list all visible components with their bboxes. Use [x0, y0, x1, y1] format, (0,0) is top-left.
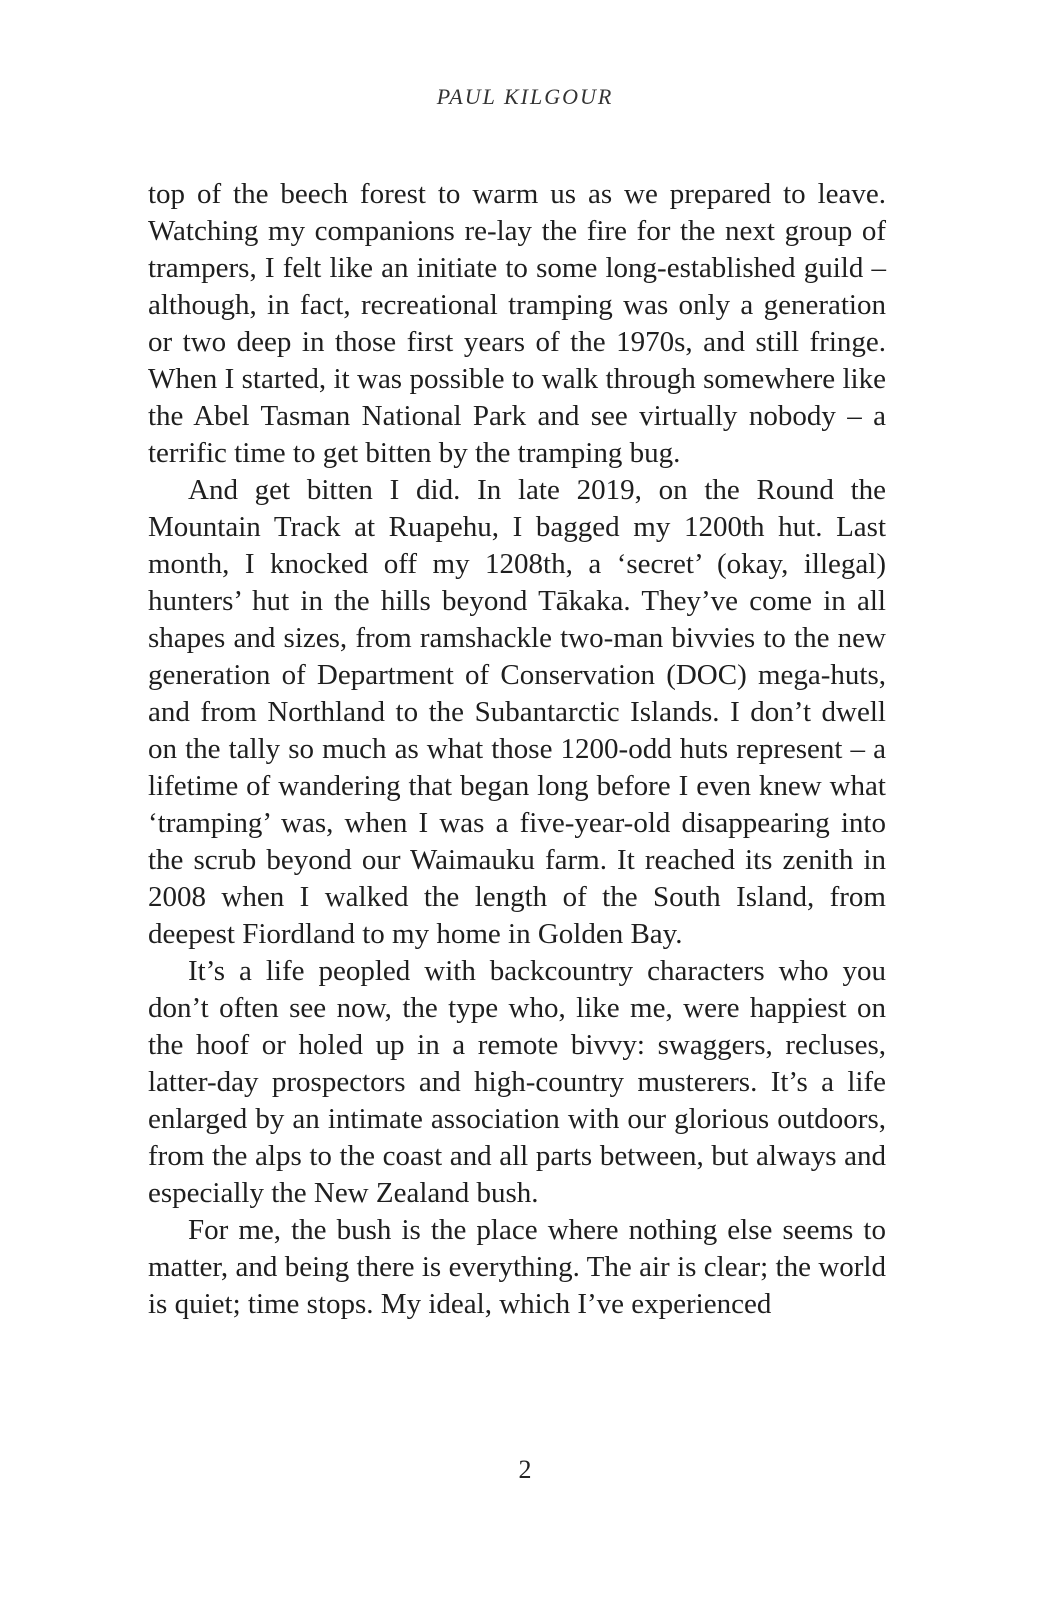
running-head: PAUL KILGOUR	[436, 84, 614, 109]
paragraph: It’s a life peopled with backcountry characters who you don’t often see now, the type who, like me, were happiest on the hoof or holed up in a remote bivvy: swaggers, recluses, latter-day prospectors and high-country musterers. It’s a life enlarged by an intimate association with our glorious outdoors, from the alps to the coast and all parts between, but always and especially the New Zealand bush.	[148, 955, 886, 1209]
paragraph: For me, the bush is the place where nothing else seems to matter, and being there is everything. The air is clear; the world is quiet; time stops. My ideal, which I’ve experienced	[148, 1214, 886, 1320]
paragraph: And get bitten I did. In late 2019, on the Round the Mountain Track at Ruapehu, I bagged my 1200th hut. Last month, I knocked off my 1208th, a ‘secret’ (okay, illegal) hunters’ hut in the hills beyond Tākaka. They’ve come in all shapes and sizes, from ramshackle two-man bivvies to the new generation of Department of Conservation (DOC) mega-huts, and from Northland to the Subantarctic Islands. I don’t dwell on the tally so much as what those 1200-odd huts represent – a lifetime of wandering that began long before I even knew what ‘tramping’ was, when I was a five-year-old disappearing into the scrub beyond our Waimauku farm. It reached its zenith in 2008 when I walked the length of the South Island, from deepest Fiordland to my home in Golden Bay.	[148, 474, 886, 950]
body-text	[148, 176, 886, 1323]
page-number: 2	[518, 1455, 532, 1484]
paragraph: top of the beech forest to warm us as we prepared to leave. Watching my companions re-lay the fire for the next group of trampers, I felt like an initiate to some long-established guild – although, in fact, recreational tramping was only a generation or two deep in those first years of the 1970s, and still fringe. When I started, it was possible to walk through somewhere like the Abel Tasman National Park and see virtually nobody – a terrific time to get bitten by the tramping bug.	[148, 178, 886, 469]
